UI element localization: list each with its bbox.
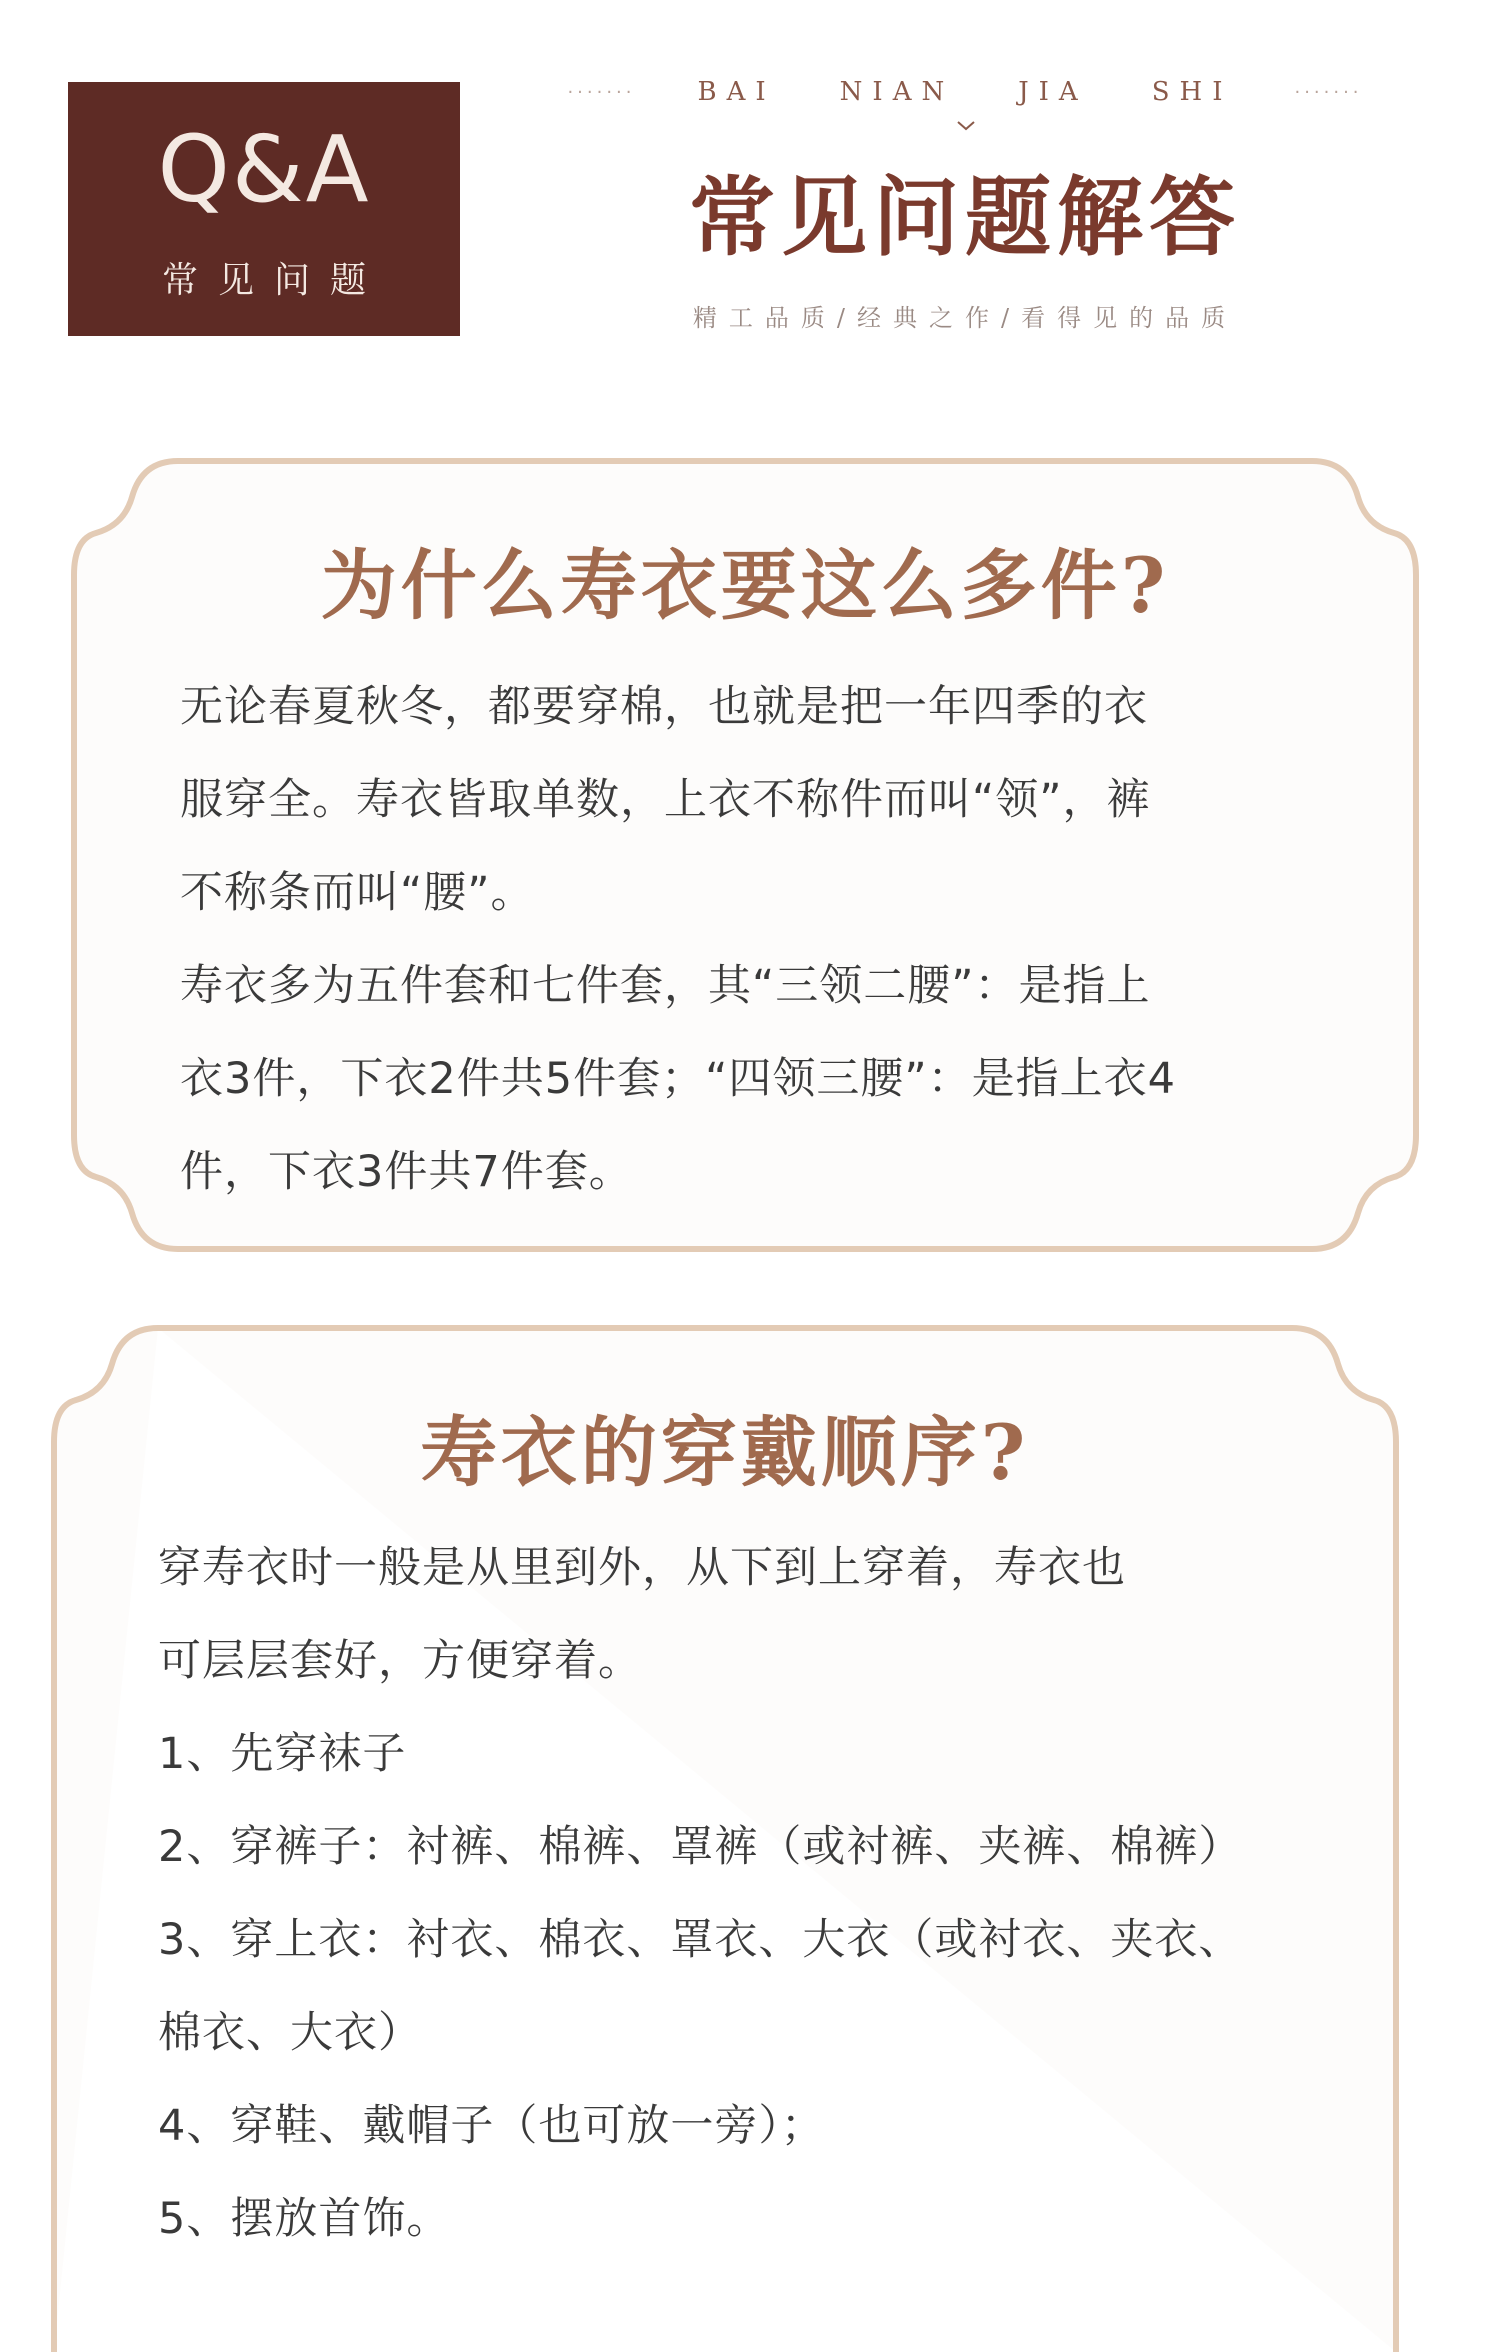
body-line: 3、穿上衣：衬衣、棉衣、罩衣、大衣（或衬衣、夹衣、 <box>158 1915 1243 1965</box>
page-tagline: 精工品质/经典之作/看得见的品质 <box>692 304 1238 332</box>
card-body <box>180 661 1330 1219</box>
body-line: 件，下衣3件共7件套。 <box>180 1147 633 1197</box>
body-line: 可层层套好，方便穿着。 <box>158 1636 642 1686</box>
brand-word-2: NIAN <box>839 77 955 107</box>
card-title: 为什么寿衣要这么多件? <box>320 541 1170 630</box>
body-line: 寿衣多为五件套和七件套，其“三领二腰”：是指上 <box>180 961 1151 1011</box>
body-line: 1、先穿袜子 <box>158 1729 407 1779</box>
body-line: 穿寿衣时一般是从里到外，从下到上穿着，寿衣也 <box>158 1543 1126 1593</box>
brand-word-4: SHI <box>1151 77 1233 107</box>
right-dots-ornament: ······· <box>1294 81 1363 103</box>
brand-word-3: JIA <box>1018 77 1088 107</box>
chevron-down-icon <box>956 116 976 136</box>
faq-card-quantity <box>68 455 1422 1255</box>
brand-row <box>500 72 1430 112</box>
card-title: 寿衣的穿戴顺序? <box>420 1408 1030 1497</box>
card-body <box>158 1522 1338 2266</box>
body-line: 2、穿裤子：衬裤、棉裤、罩裤（或衬裤、夹裤、棉裤） <box>158 1822 1243 1872</box>
page-title: 常见问题解答 <box>689 167 1241 268</box>
body-line: 服穿全。寿衣皆取单数，上衣不称件而叫“领”，裤 <box>180 775 1151 825</box>
qa-badge-title: Q&A <box>157 116 371 223</box>
qa-badge <box>68 82 460 336</box>
qa-badge-subtitle: 常见问题 <box>161 260 386 301</box>
body-line: 无论春夏秋冬，都要穿棉，也就是把一年四季的衣 <box>180 682 1148 732</box>
body-line: 衣3件，下衣2件共5件套；“四领三腰”：是指上衣4 <box>180 1054 1176 1104</box>
faq-card-order <box>48 1322 1402 2352</box>
body-line: 棉衣、大衣） <box>158 2008 422 2058</box>
left-dots-ornament: ······· <box>567 81 636 103</box>
body-line: 5、摆放首饰。 <box>158 2194 451 2244</box>
page-header <box>500 60 1430 350</box>
body-line: 不称条而叫“腰”。 <box>180 868 535 918</box>
body-line: 4、穿鞋、戴帽子（也可放一旁）； <box>158 2101 825 2151</box>
brand-word-1: BAI <box>697 77 776 107</box>
